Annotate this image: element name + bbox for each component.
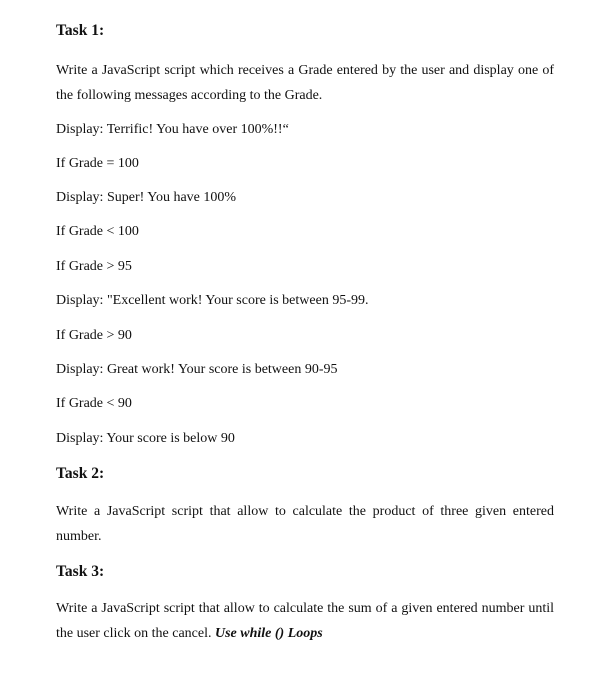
task1-line: Display: Super! You have 100% xyxy=(56,190,237,205)
task1-line: If Grade > 95 xyxy=(56,259,132,274)
task1-line: If Grade = 100 xyxy=(56,156,139,171)
task3-body xyxy=(56,596,554,646)
task1-line: If Grade > 90 xyxy=(56,328,132,343)
task3-heading: Task 3: xyxy=(56,563,105,580)
task1-line: Display: Your score is below 90 xyxy=(56,431,235,446)
task2-body: Write a JavaScript script that allow to calculate the product of three given entered number. xyxy=(56,504,554,544)
task1-line: Display: "Excellent work! Your score is between 95-99. xyxy=(56,293,369,308)
task1-line: If Grade < 90 xyxy=(56,396,132,411)
task1-intro: Write a JavaScript script which receives a Grade entered by the user and display one of the following messages according to the Grade. xyxy=(56,63,554,103)
task1-line: Display: Terrific! You have over 100%!!“ xyxy=(56,122,289,137)
task3-emphasis: Use while () Loops xyxy=(214,626,323,641)
task1-line: Display: Great work! Your score is between 90-95 xyxy=(56,362,338,377)
task1-heading: Task 1: xyxy=(56,22,105,39)
task3-body-text: Write a JavaScript script that allow to calculate the sum of a given entered number until the user click on the cancel. xyxy=(56,601,554,641)
task1-line: If Grade < 100 xyxy=(56,224,139,239)
task2-heading: Task 2: xyxy=(56,465,105,482)
